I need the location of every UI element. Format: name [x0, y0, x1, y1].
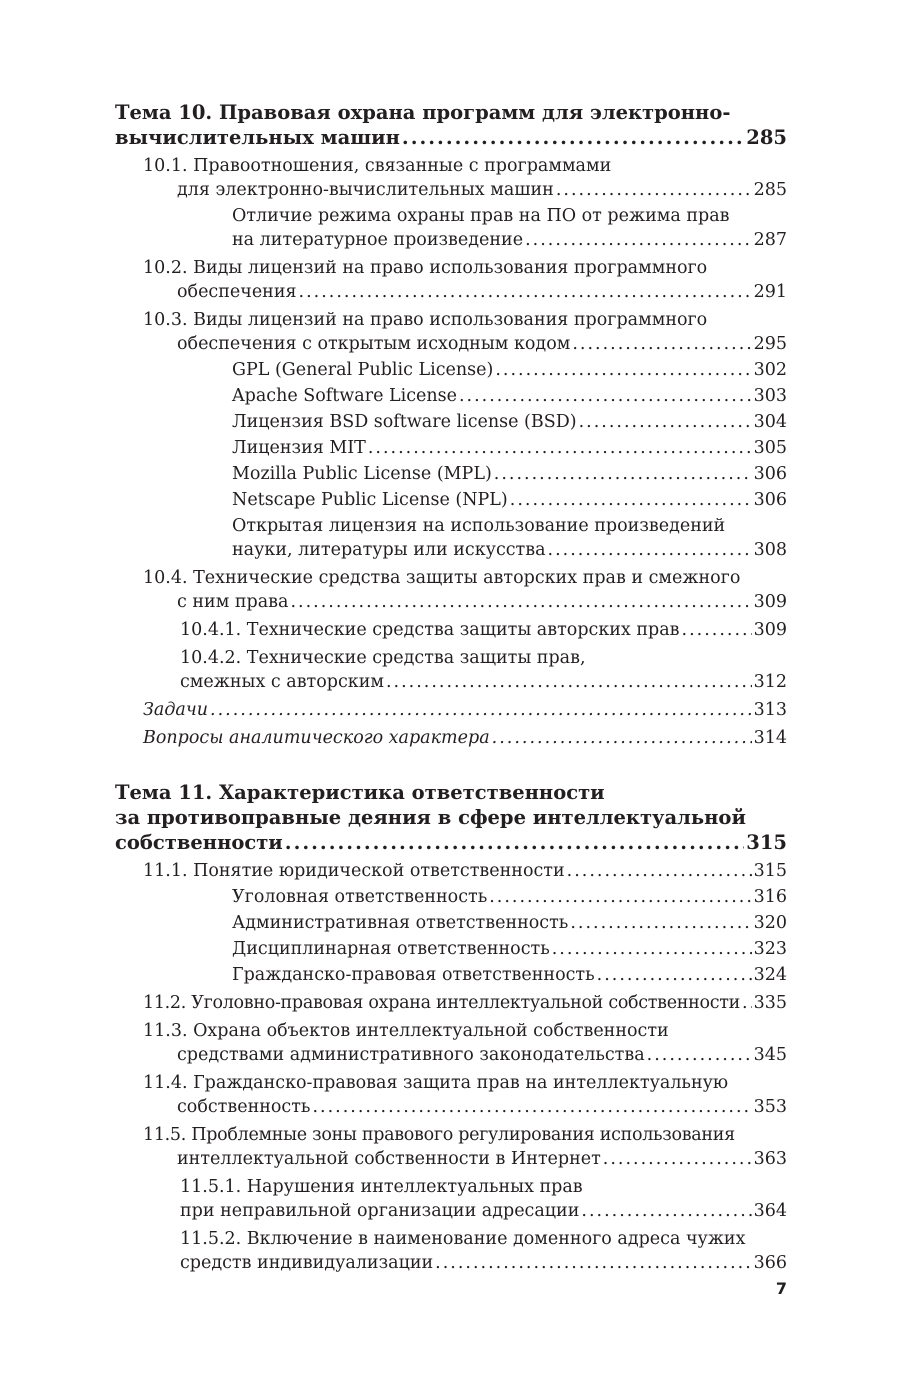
toc-row — [232, 436, 787, 460]
toc-entry — [115, 462, 787, 486]
dot-leader — [290, 590, 751, 614]
page-ref: 285 — [753, 180, 787, 200]
toc-entry — [115, 488, 787, 512]
toc-row — [180, 618, 787, 642]
entry-text: на литературное произведение — [232, 230, 524, 250]
entry-text: 11.5. Проблемные зоны правового регулирования использования — [143, 1125, 735, 1145]
dot-leader — [597, 963, 752, 987]
entry-text: 10.3. Виды лицензий на право использования программного — [143, 310, 708, 330]
entry-text: 10.4.2. Технические средства защиты прав, — [180, 648, 586, 668]
entry-text: Гражданско-правовая ответственность — [232, 965, 595, 985]
page-ref: 308 — [753, 540, 787, 560]
dot-leader — [647, 1043, 752, 1067]
toc-row — [180, 670, 787, 694]
toc-entry — [115, 618, 787, 642]
dot-leader — [579, 410, 752, 434]
toc-row — [232, 358, 787, 382]
entry-text: обеспечения с открытым исходным кодом — [177, 334, 571, 354]
entry-text: средств индивидуализации — [180, 1253, 434, 1273]
theme-title-line: Тема 11. Характеристика ответственности — [115, 781, 605, 804]
toc-row — [143, 332, 787, 356]
toc-entry — [115, 410, 787, 434]
entry-text: при неправильной организации адресации — [180, 1201, 580, 1221]
page-ref: 302 — [753, 360, 787, 380]
entry-text: Отличие режима охраны прав на ПО от режима прав — [232, 206, 730, 226]
toc-entry — [115, 1071, 787, 1119]
dot-leader — [552, 937, 752, 961]
entry-text: Вопросы аналитического характера — [143, 728, 490, 748]
toc-entry — [115, 1019, 787, 1067]
toc-row — [232, 937, 787, 961]
entry-text: науки, литературы или искусства — [232, 540, 546, 560]
entry-text: Административная ответственность — [232, 913, 569, 933]
toc-entry — [115, 885, 787, 909]
dot-leader — [572, 332, 751, 356]
entry-text: Открытая лицензия на использование произведений — [232, 516, 726, 536]
toc-theme — [115, 780, 787, 855]
entry-text: собственность — [177, 1097, 311, 1117]
entry-text: 11.3. Охрана объектов интеллектуальной собственности — [143, 1021, 669, 1041]
toc-row — [115, 830, 787, 855]
toc-row — [143, 178, 787, 202]
page-ref: 306 — [753, 464, 787, 484]
dot-leader — [435, 1251, 751, 1275]
entry-text: Netscape Public License (NPL) — [232, 490, 508, 510]
dot-leader — [581, 1199, 751, 1223]
dot-leader — [459, 384, 752, 408]
toc-row — [143, 590, 787, 614]
dot-leader — [603, 1147, 752, 1171]
page-ref: 304 — [753, 412, 787, 432]
toc-row — [180, 1199, 787, 1223]
entry-text: Лицензия MIT — [232, 438, 366, 458]
toc-entry — [115, 566, 787, 614]
entry-text: GPL (General Public License) — [232, 360, 494, 380]
toc-entry — [115, 514, 787, 562]
toc-entry — [115, 154, 787, 202]
page-ref: 313 — [753, 700, 787, 720]
entry-text: 10.2. Виды лицензий на право использования программного — [143, 258, 708, 278]
dot-leader — [570, 911, 751, 935]
toc-entry — [115, 1175, 787, 1223]
entry-text: средствами административного законодательства — [177, 1045, 645, 1065]
page-ref: 295 — [753, 334, 787, 354]
toc-entry — [115, 963, 787, 987]
dot-leader — [299, 280, 752, 304]
entry-text: обеспечения — [177, 282, 297, 302]
toc-row — [232, 462, 787, 486]
toc-row — [232, 410, 787, 434]
toc-row — [143, 1095, 787, 1119]
entry-text: 11.5.1. Нарушения интеллектуальных прав — [180, 1177, 583, 1197]
page-ref: 324 — [753, 965, 787, 985]
page-ref: 287 — [753, 230, 787, 250]
dot-leader — [210, 698, 752, 722]
dot-leader — [510, 488, 752, 512]
toc-row — [143, 726, 787, 750]
theme-title-line: вычислительных машин — [115, 126, 400, 149]
toc-row — [232, 911, 787, 935]
toc-row — [143, 859, 787, 883]
entry-text: 10.1. Правоотношения, связанные с программами — [143, 156, 612, 176]
theme-title-line: Тема 10. Правовая охрана программ для электронно- — [115, 101, 731, 124]
toc-row — [232, 228, 787, 252]
page-ref: 315 — [753, 861, 787, 881]
page-ref: 309 — [753, 620, 787, 640]
toc-entry — [115, 1123, 787, 1171]
toc-row — [143, 991, 787, 1015]
dot-leader — [285, 830, 745, 855]
toc-entry — [115, 204, 787, 252]
page-ref: 306 — [753, 490, 787, 510]
toc-row — [232, 384, 787, 408]
toc-row — [232, 488, 787, 512]
toc-entry — [115, 911, 787, 935]
page-ref: 320 — [753, 913, 787, 933]
theme-title-line: собственности — [115, 831, 283, 854]
entry-text: 11.5.2. Включение в наименование доменного адреса чужих — [180, 1229, 746, 1249]
page-ref: 303 — [753, 386, 787, 406]
entry-text: 11.4. Гражданско-правовая защита прав на интеллектуальную — [143, 1073, 729, 1093]
toc-row — [143, 698, 787, 722]
dot-leader — [368, 436, 752, 460]
dot-leader — [567, 859, 752, 883]
toc-row — [115, 125, 787, 150]
toc-entry — [115, 698, 787, 722]
dot-leader — [682, 618, 752, 642]
page-ref: 309 — [753, 592, 787, 612]
page-ref: 366 — [753, 1253, 787, 1273]
toc-entry — [115, 384, 787, 408]
toc-entry — [115, 436, 787, 460]
entry-text: 10.4. Технические средства защиты авторских прав и смежного — [143, 568, 741, 588]
dot-leader — [742, 991, 752, 1015]
page-ref: 315 — [746, 831, 787, 854]
page-ref: 285 — [746, 126, 787, 149]
toc-entry — [115, 726, 787, 750]
entry-text: 11.2. Уголовно-правовая охрана интеллектуальной собственности — [143, 993, 740, 1013]
page-ref: 323 — [753, 939, 787, 959]
toc-row — [143, 1147, 787, 1171]
page-ref: 353 — [753, 1097, 787, 1117]
entry-text: 11.1. Понятие юридической ответственности — [143, 861, 565, 881]
entry-text: Лицензия BSD software license (BSD) — [232, 412, 577, 432]
page-number: 7 — [775, 1279, 787, 1298]
toc-row — [143, 1043, 787, 1067]
page-ref: 363 — [753, 1149, 787, 1169]
dot-leader — [495, 358, 751, 382]
toc-row — [143, 280, 787, 304]
dot-leader — [494, 462, 752, 486]
entry-text: Задачи — [143, 700, 209, 720]
entry-text: Уголовная ответственность — [232, 887, 488, 907]
dot-leader — [312, 1095, 751, 1119]
toc-entry — [115, 859, 787, 883]
page-ref: 312 — [753, 672, 787, 692]
dot-leader — [548, 538, 752, 562]
dot-leader — [402, 125, 744, 150]
page-ref: 345 — [753, 1045, 787, 1065]
toc-row — [180, 1251, 787, 1275]
entry-text: Mozilla Public License (MPL) — [232, 464, 492, 484]
toc-row — [232, 538, 787, 562]
dot-leader — [489, 885, 751, 909]
page-ref: 316 — [753, 887, 787, 907]
entry-text: интеллектуальной собственности в Интернет — [177, 1149, 601, 1169]
page-ref: 364 — [753, 1201, 787, 1221]
toc-entry — [115, 358, 787, 382]
toc-theme — [115, 100, 787, 150]
entry-text: 10.4.1. Технические средства защиты авторских прав — [180, 620, 680, 640]
entry-text: с ним права — [177, 592, 289, 612]
entry-text: Дисциплинарная ответственность — [232, 939, 550, 959]
page-ref: 291 — [753, 282, 787, 302]
toc-entry — [115, 646, 787, 694]
page-ref: 314 — [753, 728, 787, 748]
entry-text: смежных с авторским — [180, 672, 384, 692]
toc-entry — [115, 308, 787, 356]
page-ref: 335 — [753, 993, 787, 1013]
toc-row — [232, 963, 787, 987]
entry-text: для электронно-вычислительных машин — [177, 180, 554, 200]
dot-leader — [386, 670, 752, 694]
entry-text: Apache Software License — [232, 386, 457, 406]
theme-title-line: за противоправные деяния в сфере интеллектуальной — [115, 806, 746, 829]
toc-entry — [115, 991, 787, 1015]
toc-entry — [115, 937, 787, 961]
dot-leader — [492, 726, 752, 750]
dot-leader — [525, 228, 752, 252]
toc-row — [232, 885, 787, 909]
toc-entry — [115, 1227, 787, 1275]
page-ref: 305 — [753, 438, 787, 458]
toc-entry — [115, 256, 787, 304]
dot-leader — [556, 178, 752, 202]
table-of-contents — [115, 100, 787, 1275]
